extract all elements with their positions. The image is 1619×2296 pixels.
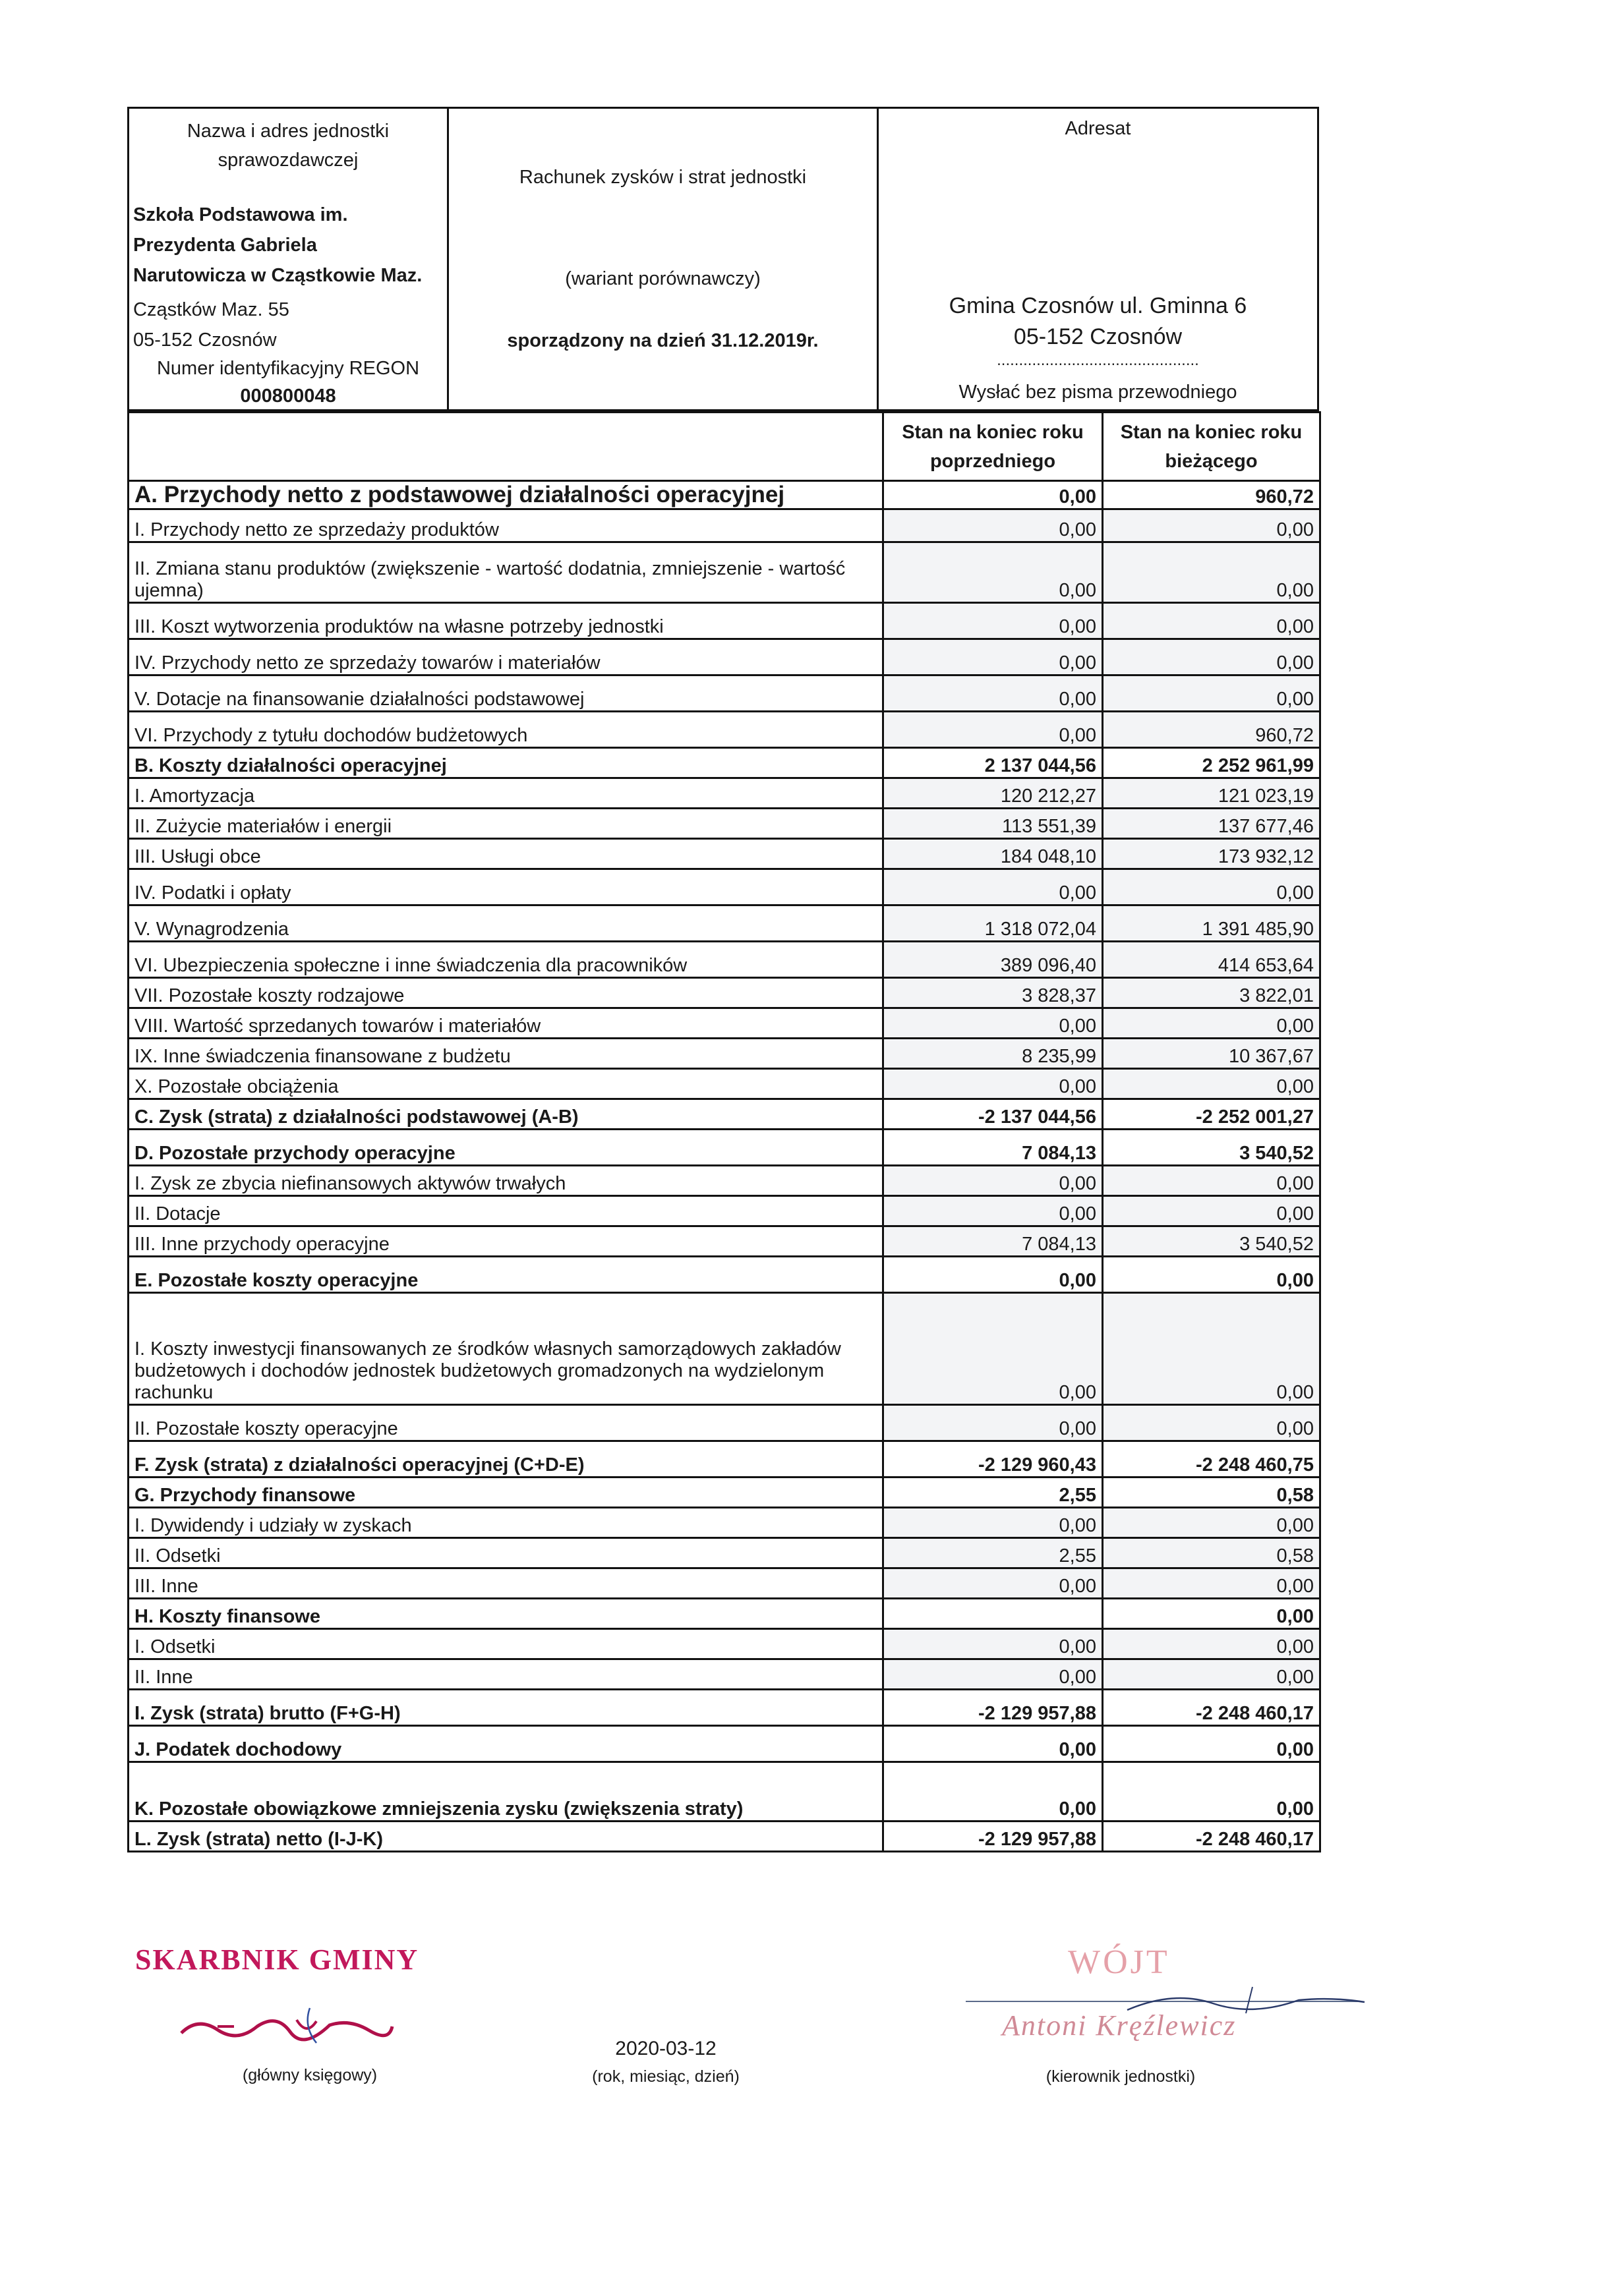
row-label: E. Pozostałe koszty operacyjne: [129, 1257, 883, 1293]
value-previous-year: 389 096,40: [883, 942, 1103, 978]
row-label: III. Inne przychody operacyjne: [129, 1226, 883, 1257]
table-row: [129, 542, 1320, 603]
value-current-year: 173 932,12: [1103, 839, 1320, 869]
column-header-current: [1103, 413, 1320, 481]
treasurer-signature-image: [178, 2007, 396, 2046]
table-row: [129, 1441, 1320, 1478]
value-current-year: 3 540,52: [1103, 1226, 1320, 1257]
value-previous-year: -2 129 957,88: [883, 1822, 1103, 1852]
table-row: [129, 1726, 1320, 1762]
table-row: [129, 1762, 1320, 1822]
row-label: II. Dotacje: [129, 1196, 883, 1226]
table-row: [129, 1099, 1320, 1130]
row-label: D. Pozostałe przychody operacyjne: [129, 1130, 883, 1166]
table-row: [129, 1599, 1320, 1629]
table-row: [129, 748, 1320, 778]
regon-value: 000800048: [240, 386, 336, 407]
row-label: IX. Inne świadczenia finansowane z budżetu: [129, 1039, 883, 1069]
table-row: [129, 809, 1320, 839]
value-previous-year: 2,55: [883, 1538, 1103, 1568]
value-previous-year: 0,00: [883, 1257, 1103, 1293]
value-previous-year: 1 318 072,04: [883, 905, 1103, 942]
value-current-year: 137 677,46: [1103, 809, 1320, 839]
value-current-year: 0,00: [1103, 1726, 1320, 1762]
unit-name-line: Prezydenta Gabriela: [133, 235, 317, 256]
value-current-year: 121 023,19: [1103, 778, 1320, 809]
value-previous-year: 0,00: [883, 1008, 1103, 1039]
value-previous-year: -2 129 960,43: [883, 1441, 1103, 1478]
value-previous-year: -2 137 044,56: [883, 1099, 1103, 1130]
value-current-year: 3 822,01: [1103, 978, 1320, 1008]
table-row: [129, 1257, 1320, 1293]
value-current-year: 3 540,52: [1103, 1130, 1320, 1166]
row-label: F. Zysk (strata) z działalności operacyjnej (C+D-E): [129, 1441, 883, 1478]
addressee-dots: ..............................................: [997, 351, 1199, 369]
value-current-year: 0,58: [1103, 1538, 1320, 1568]
head-role: (kierownik jednostki): [1045, 2067, 1196, 2086]
row-label: I. Przychody netto ze sprzedaży produktów: [129, 509, 883, 542]
table-row: [129, 481, 1320, 509]
value-current-year: 0,00: [1103, 1629, 1320, 1659]
value-previous-year: 0,00: [883, 1568, 1103, 1599]
value-previous-year: [883, 1599, 1103, 1629]
row-label: IV. Przychody netto ze sprzedaży towarów i materiałów: [129, 639, 883, 675]
table-row: [129, 778, 1320, 809]
row-label: V. Dotacje na finansowanie działalności podstawowej: [129, 675, 883, 712]
value-current-year: 0,00: [1103, 509, 1320, 542]
report-date: sporządzony na dzień 31.12.2019r.: [507, 330, 819, 351]
table-row: [129, 675, 1320, 712]
value-current-year: 0,00: [1103, 1293, 1320, 1405]
value-previous-year: 0,00: [883, 639, 1103, 675]
table-row: [129, 1196, 1320, 1226]
value-current-year: 0,00: [1103, 675, 1320, 712]
table-row: [129, 1293, 1320, 1405]
value-previous-year: 0,00: [883, 1659, 1103, 1690]
row-label: III. Koszt wytworzenia produktów na własne potrzeby jednostki: [129, 603, 883, 639]
row-label: I. Koszty inwestycji finansowanych ze środków własnych samorządowych zakładów budżetowych i dochodów jednostek budżetowych gromadzonych na wydzielonym rachunku: [129, 1293, 883, 1405]
column-header-text: poprzedniego: [929, 450, 1056, 472]
value-current-year: 0,00: [1103, 603, 1320, 639]
table-row: [129, 1226, 1320, 1257]
addressee-label: Adresat: [1065, 118, 1131, 139]
column-header-row: [129, 413, 1320, 481]
table-row: [129, 1538, 1320, 1568]
value-previous-year: 0,00: [883, 603, 1103, 639]
table-row: [129, 603, 1320, 639]
row-label: II. Odsetki: [129, 1538, 883, 1568]
addressee-cell: [879, 109, 1317, 409]
table-row: [129, 869, 1320, 905]
report-variant: (wariant porównawczy): [565, 268, 761, 289]
value-previous-year: 8 235,99: [883, 1039, 1103, 1069]
table-row: [129, 1405, 1320, 1441]
value-current-year: 0,00: [1103, 1008, 1320, 1039]
table-row: [129, 1629, 1320, 1659]
value-previous-year: 0,00: [883, 1069, 1103, 1099]
addressee-name: Gmina Czosnów ul. Gminna 6: [949, 293, 1247, 318]
column-header-previous: [883, 413, 1103, 481]
table-row: [129, 839, 1320, 869]
value-previous-year: 0,00: [883, 1508, 1103, 1538]
unit-address-line: Cząstków Maz. 55: [133, 299, 289, 320]
value-current-year: 0,00: [1103, 1257, 1320, 1293]
send-note: Wysłać bez pisma przewodniego: [958, 382, 1237, 403]
row-label: II. Zużycie materiałów i energii: [129, 809, 883, 839]
value-previous-year: 0,00: [883, 1293, 1103, 1405]
value-previous-year: 0,00: [883, 1629, 1103, 1659]
value-previous-year: 0,00: [883, 542, 1103, 603]
reporting-unit-cell: [129, 109, 449, 409]
treasurer-stamp: SKARBNIK GMINY: [135, 1943, 419, 1976]
row-label: VI. Przychody z tytułu dochodów budżetowych: [129, 712, 883, 748]
table-row: [129, 905, 1320, 942]
row-label: A. Przychody netto z podstawowej działalności operacyjnej: [129, 481, 883, 509]
table-row: [129, 1130, 1320, 1166]
row-label: III. Usługi obce: [129, 839, 883, 869]
regon-label: Numer identyfikacyjny REGON: [156, 358, 420, 379]
report-header: [127, 107, 1319, 411]
value-previous-year: -2 129 957,88: [883, 1690, 1103, 1726]
unit-name-line: Narutowicza w Cząstkowie Maz.: [133, 265, 423, 286]
table-row: [129, 1069, 1320, 1099]
unit-title: Nazwa i adres jednostki sprawozdawczej: [187, 121, 390, 171]
value-previous-year: 7 084,13: [883, 1226, 1103, 1257]
addressee-address: 05-152 Czosnów: [1013, 324, 1183, 349]
row-label: X. Pozostałe obciążenia: [129, 1069, 883, 1099]
accountant-role: (główny księgowy): [242, 2066, 378, 2084]
row-label: I. Odsetki: [129, 1629, 883, 1659]
unit-address-line: 05-152 Czosnów: [133, 330, 277, 351]
row-label: VIII. Wartość sprzedanych towarów i materiałów: [129, 1008, 883, 1039]
row-label: II. Zmiana stanu produktów (zwiększenie - wartość dodatnia, zmniejszenie - wartość ujemna): [129, 542, 883, 603]
row-label: I. Amortyzacja: [129, 778, 883, 809]
value-current-year: 1 391 485,90: [1103, 905, 1320, 942]
row-label: VI. Ubezpieczenia społeczne i inne świadczenia dla pracowników: [129, 942, 883, 978]
value-previous-year: 0,00: [883, 1726, 1103, 1762]
value-previous-year: 184 048,10: [883, 839, 1103, 869]
column-header-text: Stan na koniec roku: [1120, 421, 1303, 443]
value-current-year: 0,00: [1103, 1166, 1320, 1196]
value-previous-year: 3 828,37: [883, 978, 1103, 1008]
value-current-year: 414 653,64: [1103, 942, 1320, 978]
value-previous-year: 113 551,39: [883, 809, 1103, 839]
value-previous-year: 0,00: [883, 1762, 1103, 1822]
table-row: [129, 1659, 1320, 1690]
value-current-year: -2 248 460,75: [1103, 1441, 1320, 1478]
row-label: V. Wynagrodzenia: [129, 905, 883, 942]
row-label: III. Inne: [129, 1568, 883, 1599]
table-row: [129, 1039, 1320, 1069]
value-previous-year: 0,00: [883, 1166, 1103, 1196]
value-current-year: -2 248 460,17: [1103, 1690, 1320, 1726]
row-label: K. Pozostałe obowiązkowe zmniejszenia zysku (zwiększenia straty): [129, 1762, 883, 1822]
table-row: [129, 712, 1320, 748]
value-previous-year: 0,00: [883, 1196, 1103, 1226]
row-label: I. Zysk ze zbycia niefinansowych aktywów trwałych: [129, 1166, 883, 1196]
mayor-name-stamp: Antoni Kręźlewicz: [1002, 2009, 1237, 2042]
value-current-year: 0,00: [1103, 1599, 1320, 1629]
date-format-label: (rok, miesiąc, dzień): [592, 2067, 740, 2086]
value-current-year: 0,00: [1103, 1568, 1320, 1599]
column-header-text: bieżącego: [1165, 450, 1258, 472]
table-row: [129, 1478, 1320, 1508]
value-current-year: -2 248 460,17: [1103, 1822, 1320, 1852]
value-current-year: 0,00: [1103, 1508, 1320, 1538]
table-row: [129, 1822, 1320, 1852]
value-current-year: 0,00: [1103, 1405, 1320, 1441]
column-header-blank: [129, 413, 883, 481]
report-title: Rachunek zysków i strat jednostki: [519, 167, 807, 188]
row-label: L. Zysk (strata) netto (I-J-K): [129, 1822, 883, 1852]
value-current-year: 0,58: [1103, 1478, 1320, 1508]
table-row: [129, 639, 1320, 675]
unit-address: [133, 295, 443, 355]
value-current-year: 0,00: [1103, 542, 1320, 603]
row-label: C. Zysk (strata) z działalności podstawowej (A-B): [129, 1099, 883, 1130]
unit-name: [133, 200, 443, 291]
column-header-text: Stan na koniec roku: [902, 421, 1084, 443]
table-row: [129, 509, 1320, 542]
value-current-year: 10 367,67: [1103, 1039, 1320, 1069]
row-label: B. Koszty działalności operacyjnej: [129, 748, 883, 778]
row-label: VII. Pozostałe koszty rodzajowe: [129, 978, 883, 1008]
value-previous-year: 0,00: [883, 675, 1103, 712]
table-row: [129, 1008, 1320, 1039]
value-current-year: 960,72: [1103, 481, 1320, 509]
table-row: [129, 942, 1320, 978]
table-row: [129, 1508, 1320, 1538]
row-label: G. Przychody finansowe: [129, 1478, 883, 1508]
value-previous-year: 7 084,13: [883, 1130, 1103, 1166]
value-current-year: 0,00: [1103, 1762, 1320, 1822]
value-previous-year: 0,00: [883, 712, 1103, 748]
value-previous-year: 2,55: [883, 1478, 1103, 1508]
value-current-year: 2 252 961,99: [1103, 748, 1320, 778]
value-previous-year: 0,00: [883, 481, 1103, 509]
sign-date: 2020-03-12: [615, 2038, 717, 2059]
report-title-cell: [449, 109, 879, 409]
value-current-year: 0,00: [1103, 1196, 1320, 1226]
mayor-stamp: WÓJT: [1068, 1943, 1170, 1981]
value-current-year: 0,00: [1103, 1659, 1320, 1690]
table-row: [129, 978, 1320, 1008]
value-current-year: 0,00: [1103, 869, 1320, 905]
row-label: II. Inne: [129, 1659, 883, 1690]
value-current-year: 0,00: [1103, 639, 1320, 675]
row-label: II. Pozostałe koszty operacyjne: [129, 1405, 883, 1441]
value-current-year: -2 252 001,27: [1103, 1099, 1320, 1130]
table-row: [129, 1166, 1320, 1196]
value-previous-year: 0,00: [883, 869, 1103, 905]
row-label: IV. Podatki i opłaty: [129, 869, 883, 905]
table-row: [129, 1568, 1320, 1599]
value-previous-year: 120 212,27: [883, 778, 1103, 809]
row-label: I. Zysk (strata) brutto (F+G-H): [129, 1690, 883, 1726]
row-label: J. Podatek dochodowy: [129, 1726, 883, 1762]
row-label: I. Dywidendy i udziały w zyskach: [129, 1508, 883, 1538]
value-previous-year: 2 137 044,56: [883, 748, 1103, 778]
value-current-year: 960,72: [1103, 712, 1320, 748]
value-current-year: 0,00: [1103, 1069, 1320, 1099]
row-label: H. Koszty finansowe: [129, 1599, 883, 1629]
table-row: [129, 1690, 1320, 1726]
value-previous-year: 0,00: [883, 1405, 1103, 1441]
unit-name-line: Szkoła Podstawowa im.: [133, 204, 348, 225]
value-previous-year: 0,00: [883, 509, 1103, 542]
income-statement-table: [127, 411, 1321, 1852]
